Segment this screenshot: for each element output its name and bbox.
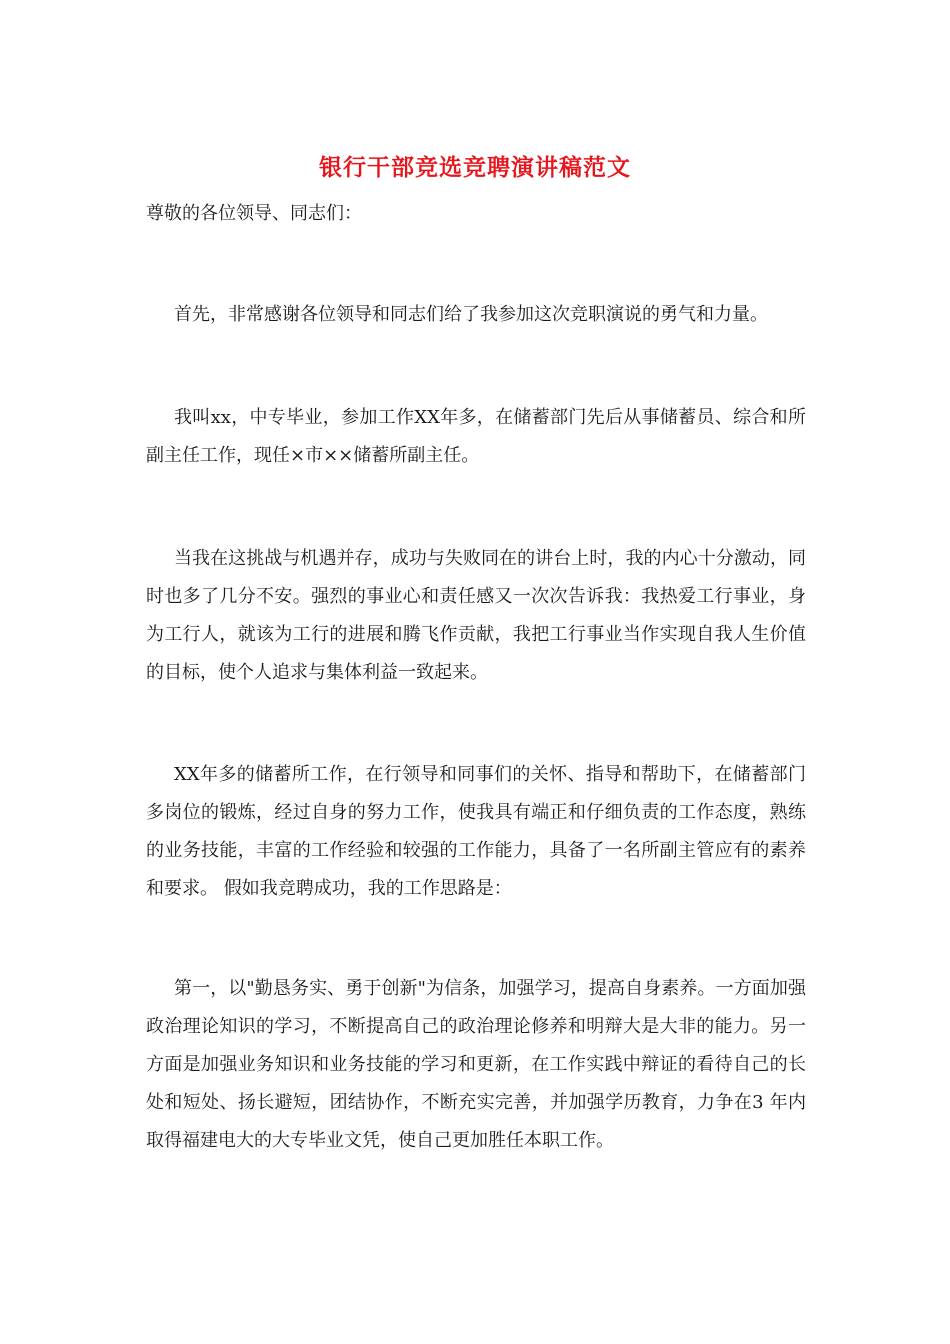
document-title: 银行干部竞选竞聘演讲稿范文 (319, 154, 631, 181)
paragraph-5: 第一，以"勤恳务实、勇于创新"为信条，加强学习，提高自身素养。一方面加强政治理论知识的学习，不断提高自己的政治理论修养和明辩大是大非的能力。另一方面是加强业务知识和业务技能的学习和更新，在工作实践中辩证的看待自己的长处和短处、扬长避短，团结协作，不断充实完善，并加强学历教育，力争在3 年内取得福建电大的大专毕业文凭，使自己更加胜任本职工作。 (146, 978, 806, 1151)
paragraph-3: 当我在这挑战与机遇并存，成功与失败同在的讲台上时，我的内心十分激动，同时也多了几分不安。强烈的事业心和责任感又一次次告诉我：我热爱工行事业，身为工行人，就该为工行的进展和腾飞作贡献，我把工行事业当作实现自我人生价值的目标，使个人追求与集体利益一致起来。 (146, 548, 806, 683)
paragraph-4: XX年多的储蓄所工作，在行领导和同事们的关怀、指导和帮助下，在储蓄部门多岗位的锻炼，经过自身的努力工作，使我具有端正和仔细负责的工作态度，熟练的业务技能，丰富的工作经验和较强的工作能力，具备了一名所副主管应有的素养和要求。 假如我竞聘成功，我的工作思路是： (146, 764, 806, 899)
salutation: 尊敬的各位领导、同志们： (146, 203, 362, 224)
paragraph-1: 首先，非常感谢各位领导和同志们给了我参加这次竞职演说的勇气和力量。 (174, 304, 768, 325)
paragraph-2: 我叫xx，中专毕业，参加工作XX年多，在储蓄部门先后从事储蓄员、综合和所副主任工作，现任×市××储蓄所副主任。 (146, 407, 806, 466)
